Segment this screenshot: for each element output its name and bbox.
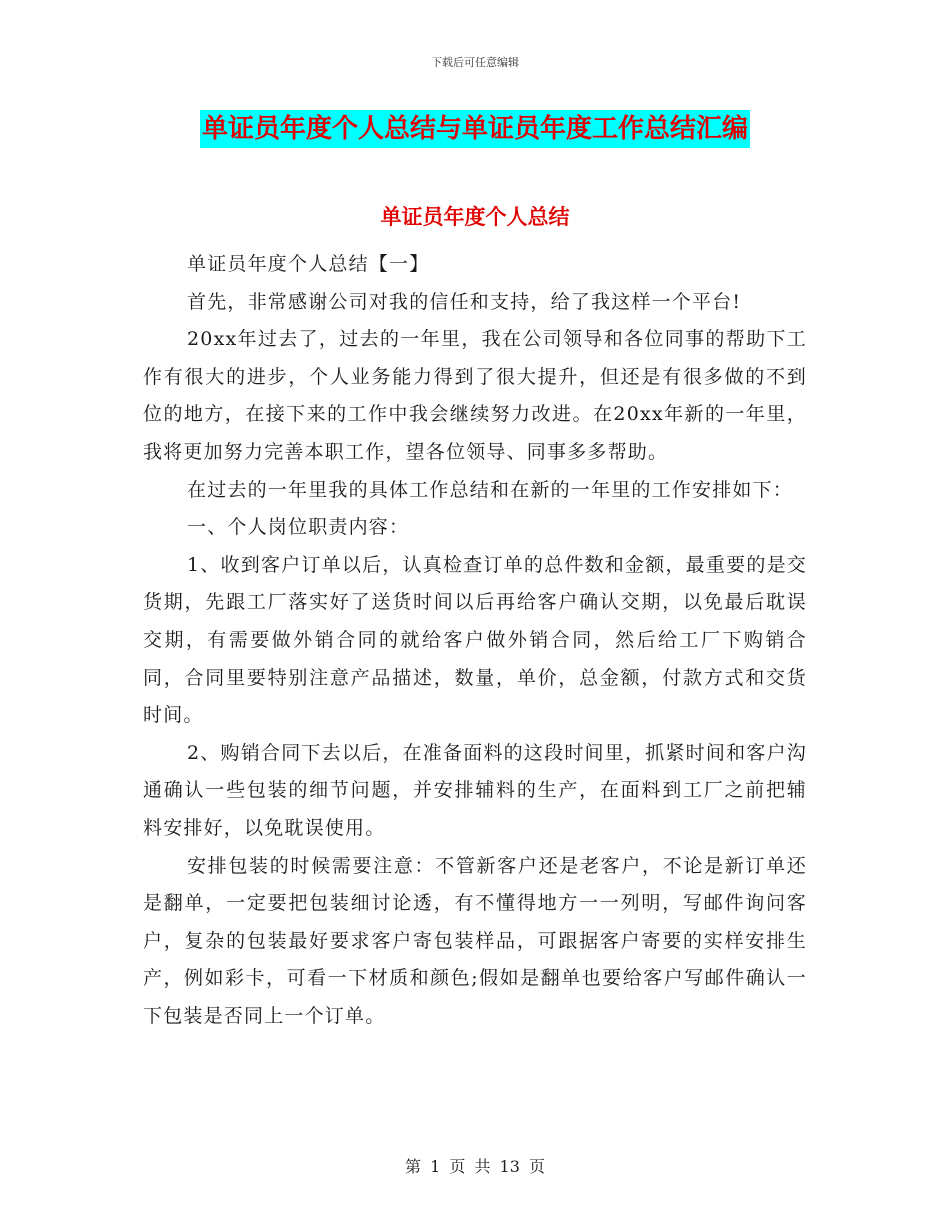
paragraph: 1、收到客户订单以后，认真检查订单的总件数和金额，最重要的是交货期，先跟工厂落实好了送货时间以后再给客户确认交期，以免最后耽误交期，有需要做外销合同的就给客户做外销合同，然后给工厂下购销合同，合同里要特别注意产品描述，数量，单价，总金额，付款方式和交货时间。 — [143, 553, 807, 727]
document-title-text: 单证员年度个人总结与单证员年度工作总结汇编 — [200, 110, 750, 148]
document-title — [0, 110, 950, 148]
page-number: 第 1 页 共 13 页 — [405, 1157, 545, 1176]
paragraph: 2、购销合同下去以后，在准备面料的这段时间里，抓紧时间和客户沟通确认一些包装的细节问题，并安排辅料的生产，在面料到工厂之前把辅料安排好，以免耽误使用。 — [143, 741, 807, 839]
header-note: 下载后可任意编辑 — [431, 56, 519, 69]
paragraph: 一、个人岗位职责内容： — [187, 516, 410, 539]
document-body — [143, 246, 807, 1035]
paragraph: 首先，非常感谢公司对我的信任和支持，给了我这样一个平台! — [187, 290, 742, 313]
paragraph: 安排包装的时候需要注意：不管新客户还是老客户，不论是新订单还是翻单，一定要把包装细讨论透，有不懂得地方一一列明，写邮件询问客户，复杂的包装最好要求客户寄包装样品，可跟据客户寄要的实样安排生产，例如彩卡，可看一下材质和颜色;假如是翻单也要给客户写邮件确认一下包装是否同上一个订单。 — [143, 854, 807, 1027]
paragraph: 20xx年过去了，过去的一年里，我在公司领导和各位同事的帮助下工作有很大的进步，个人业务能力得到了很大提升，但还是有很多做的不到位的地方，在接下来的工作中我会继续努力改进。在20xx年新的一年里，我将更加努力完善本职工作，望各位领导、同事多多帮助。 — [143, 328, 807, 463]
paragraph: 在过去的一年里我的具体工作总结和在新的一年里的工作安排如下： — [187, 478, 794, 501]
paragraph: 单证员年度个人总结【一】 — [187, 253, 430, 275]
section-title: 单证员年度个人总结 — [380, 205, 570, 229]
